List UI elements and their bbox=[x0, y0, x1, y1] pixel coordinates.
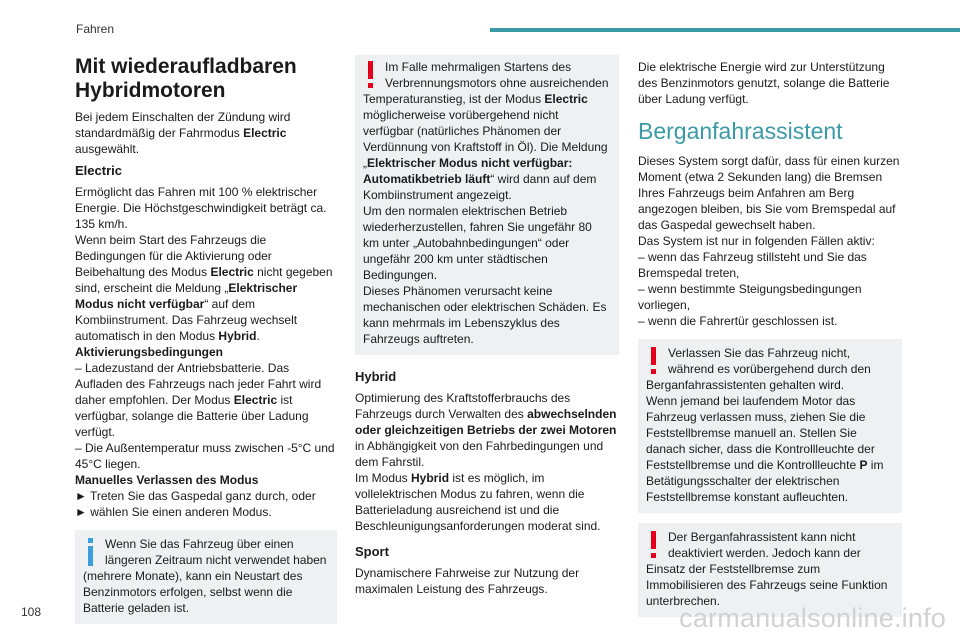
warning-icon bbox=[646, 347, 662, 377]
warning-icon bbox=[363, 61, 379, 91]
watermark: carmanualsonline.info bbox=[679, 603, 946, 633]
info-box: Wenn Sie das Fahrzeug über einen längeren Zeitraum nicht verwendet haben (mehrere Monate), kann ein Neustart des Benzinmotors erfolgen, selbst wenn die Batterie geladen ist. bbox=[75, 530, 337, 624]
info-icon bbox=[83, 538, 99, 568]
activation-heading: Aktivierungsbedingungen bbox=[75, 345, 224, 359]
column-2 bbox=[355, 55, 619, 597]
column-3 bbox=[638, 55, 902, 617]
hybrid-paragraph-1: Optimierung des Kraftstofferbrauchs des Fahrzeugs durch Verwalten des abwechselnden oder gleichzeitigen Betriebs der zwei Motoren in Abhängigkeit von den Fahrbedingungen und dem Fahrstil. bbox=[355, 391, 617, 469]
intro-paragraph: Bei jedem Einschalten der Zündung wird standardmäßig der Fahrmodus Electric ausgewählt. bbox=[75, 110, 291, 156]
manual-exit-heading: Manuelles Verlassen des Modus bbox=[75, 473, 259, 487]
hill-assist-item-3: – wenn die Fahrertür geschlossen ist. bbox=[638, 314, 838, 328]
hill-assist-item-2: – wenn bestimmte Steigungsbedingungen vorliegen, bbox=[638, 282, 862, 312]
hill-assist-paragraph-2: Das System ist nur in folgenden Fällen aktiv: bbox=[638, 234, 875, 248]
hybrid-heading: Hybrid bbox=[355, 369, 397, 384]
hill-assist-paragraph-1: Dieses System sorgt dafür, dass für einen kurzen Moment (etwa 2 Sekunden lang) die Bremsen Ihres Fahrzeugs beim Anfahren am Berg angezogen bleiben, bis Sie vom Bremspedal auf das Gaspedal gewechselt haben. bbox=[638, 154, 900, 232]
warning-box-deactivation: Der Berganfahrassistent kann nicht deaktiviert werden. Jedoch kann der Einsatz der Feststellbremse zum Immobilisieren des Fahrzeugs seine Funktion unterbrechen. bbox=[638, 523, 902, 617]
activation-item-2: – Die Außentemperatur muss zwischen -5°C und 45°C liegen. bbox=[75, 441, 335, 471]
page-title: Mit wiederaufladbaren Hybridmotoren bbox=[75, 55, 297, 102]
sport-paragraph: Dynamischere Fahrweise zur Nutzung der maximalen Leistung des Fahrzeugs. bbox=[355, 566, 580, 596]
electric-heading: Electric bbox=[75, 163, 122, 178]
hill-assist-item-1: – wenn das Fahrzeug stillsteht und Sie das Bremspedal treten, bbox=[638, 250, 867, 280]
electric-paragraph-2: Wenn beim Start des Fahrzeugs die Bedingungen für die Aktivierung oder Beibehaltung des Modus Electric nicht gegeben sind, erscheint die Meldung „Elektrischer Modus nicht verfügbar“ auf dem Kombiinstrument. Das Fahrzeug wechselt automatisch in den Modus Hybrid. bbox=[75, 233, 333, 343]
hybrid-continuation: Die elektrische Energie wird zur Unterstützung des Benzinmotors genutzt, solange die Batterie über Ladung verfügt. bbox=[638, 60, 890, 106]
page-number: 108 bbox=[21, 605, 42, 619]
warning-icon bbox=[646, 531, 662, 561]
electric-paragraph-1: Ermöglicht das Fahren mit 100 % elektrischer Energie. Die Höchstgeschwindigkeit beträgt ca. 135 km/h. bbox=[75, 185, 327, 231]
header-accent-bar bbox=[490, 28, 960, 32]
column-1 bbox=[75, 55, 337, 624]
section-header: Fahren bbox=[76, 22, 115, 36]
sport-heading: Sport bbox=[355, 544, 389, 559]
activation-item-1: – Ladezustand der Antriebsbatterie. Das Aufladen des Fahrzeugs nach jeder Fahrt wird daher empfohlen. Der Modus Electric ist verfügbar, solange die Batterie über Ladung verfügt. bbox=[75, 361, 322, 439]
warning-box-electric: Im Falle mehrmaligen Startens des Verbrennungsmotors ohne ausreichenden Temperaturanstieg, ist der Modus Electric möglicherweise vorübergehend nicht verfügbar (natürliches Phänomen der Verdünnung von Kraftstoff in Öl). Die Meldung „Elektrischer Modus nicht verfügbar: Automatikbetrieb läuft“ wird dann auf dem Kombiinstrument angezeigt. Um den normalen elektrischen Betrieb wiederherzustellen, fahren Sie ungefähr 80 km unter „Autobahnbedingungen“ oder ungefähr 200 km unter städtischen Bedingungen. Dieses Phänomen verursacht keine mechanischen oder elektrischen Schäden. Es kann mehrmals im Lebenszyklus des Fahrzeugs auftreten. bbox=[355, 55, 619, 355]
manual-exit-item-1: ► Treten Sie das Gaspedal ganz durch, oder bbox=[75, 489, 316, 503]
hill-assist-title: Berganfahrassistent bbox=[638, 118, 843, 144]
warning-box-hill-assist: Verlassen Sie das Fahrzeug nicht, während es vorübergehend durch den Berganfahrassistenten gehalten wird. Wenn jemand bei laufendem Motor das Fahrzeug verlassen muss, ziehen Sie die Feststellbremse manuell an. Stellen Sie danach sicher, dass die Kontrollleuchte der Feststellbremse und die Kontrollleuchte P im Betätigungsschalter der elektrischen Feststellbremse konstant aufleuchten. bbox=[638, 339, 902, 513]
hybrid-paragraph-2: Im Modus Hybrid ist es möglich, im vollelektrischen Modus zu fahren, wenn die Batterieladung ausreichend ist und die Beschleunigungsanforderungen moderat sind. bbox=[355, 471, 601, 533]
manual-exit-item-2: ► wählen Sie einen anderen Modus. bbox=[75, 505, 272, 519]
